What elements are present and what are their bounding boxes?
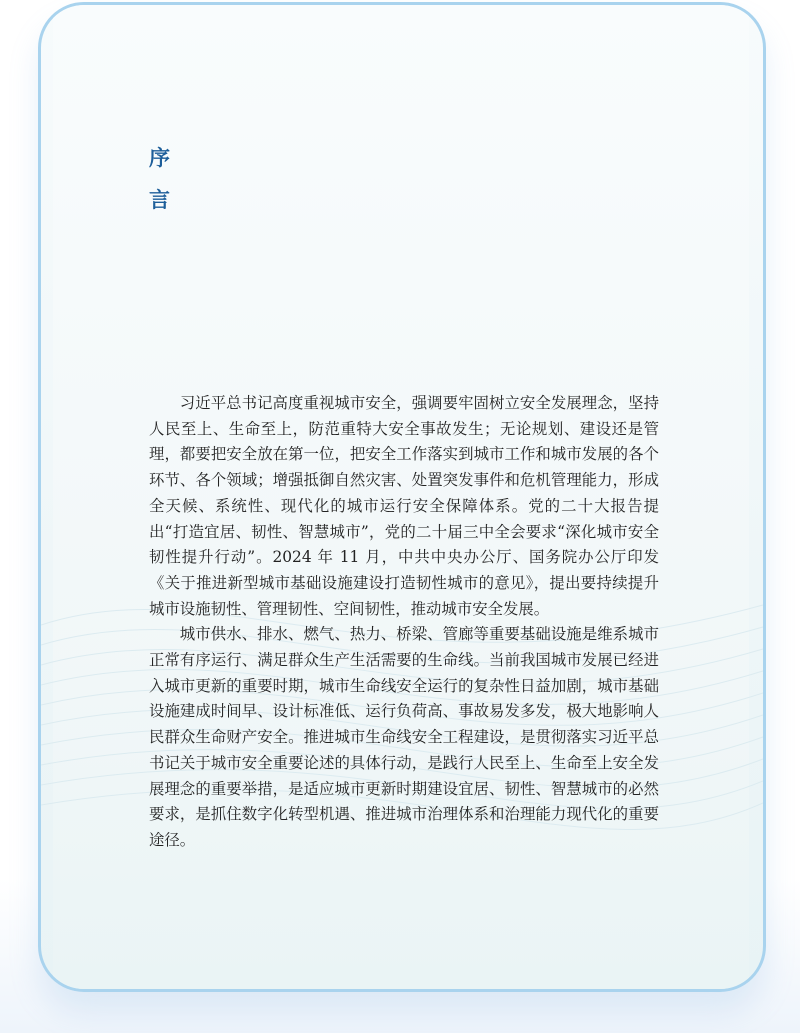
- body-text: [149, 391, 659, 854]
- title-char-1: 序: [149, 146, 170, 170]
- page-frame: [38, 2, 766, 992]
- paragraph-1: 习近平总书记高度重视城市安全，强调要牢固树立安全发展理念，坚持人民至上、生命至上，防范重特大安全事故发生；无论规划、建设还是管理，都要把安全放在第一位，把安全工作落实到城市工作和城市发展的各个环节、各个领域；增强抵御自然灾害、处置突发事件和危机管理能力，形成全天候、系统性、现代化的城市运行安全保障体系。党的二十大报告提出“打造宜居、韧性、智慧城市”，党的二十届三中全会要求“深化城市安全韧性提升行动”。2024 年 11 月，中共中央办公厅、国务院办公厅印发《关于推进新型城市基础设施建设打造韧性城市的意见》，提出要持续提升城市设施韧性、管理韧性、空间韧性，推动城市安全发展。: [149, 394, 659, 618]
- title-char-2: 言: [149, 188, 170, 212]
- page-title: [149, 137, 179, 221]
- paragraph-2: 城市供水、排水、燃气、热力、桥梁、管廊等重要基础设施是维系城市正常有序运行、满足群众生产生活需要的生命线。当前我国城市发展已经进入城市更新的重要时期，城市生命线安全运行的复杂性日益加剧，城市基础设施建成时间早、设计标准低、运行负荷高、事故易发多发，极大地影响人民群众生命财产安全。推进城市生命线安全工程建设，是贯彻落实习近平总书记关于城市安全重要论述的具体行动，是践行人民至上、生命至上安全发展理念的重要举措，是适应城市更新时期建设宜居、韧性、智慧城市的必然要求，是抓住数字化转型机遇、推进城市治理体系和治理能力现代化的重要途径。: [149, 625, 659, 849]
